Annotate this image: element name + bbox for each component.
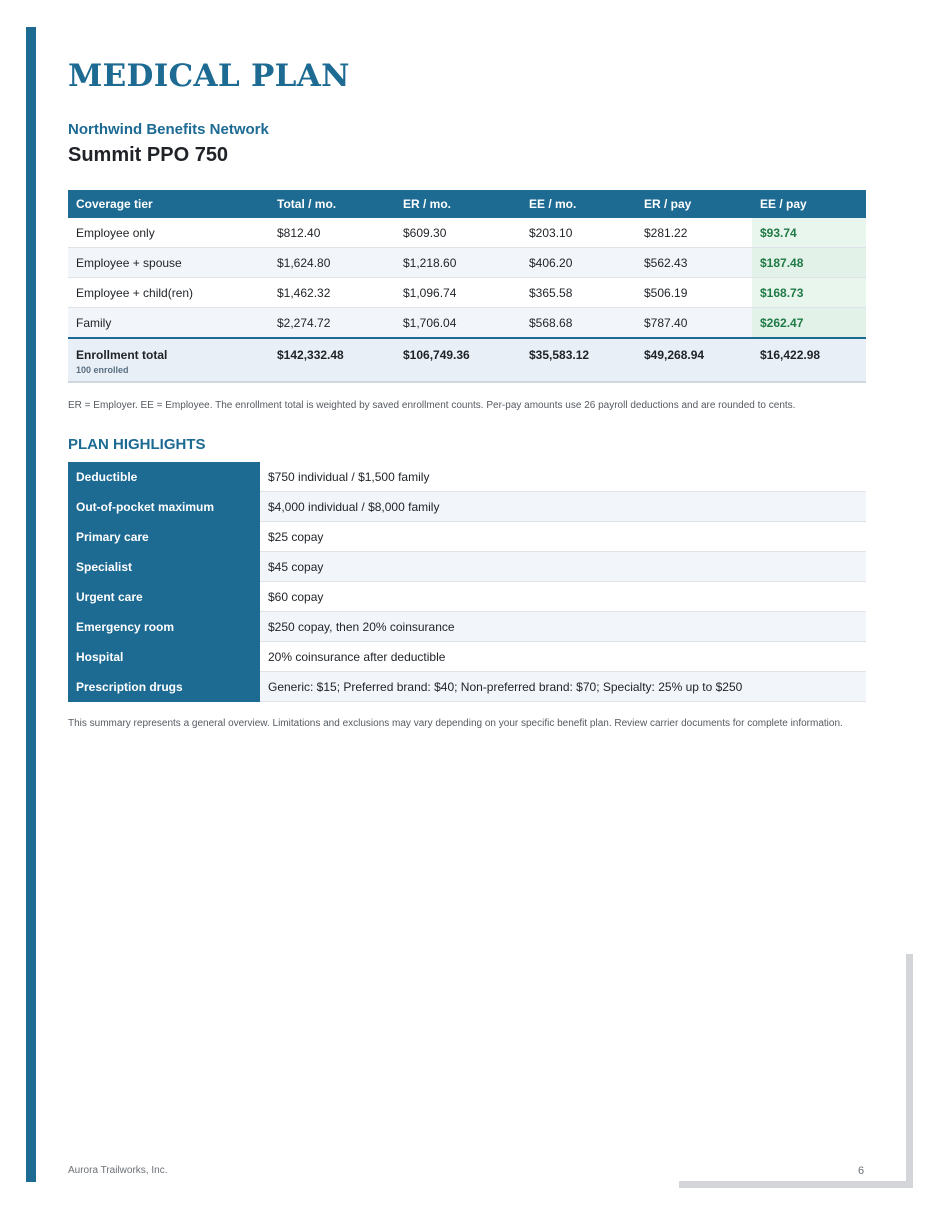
- highlight-label: Prescription drugs: [68, 672, 260, 702]
- coverage-tier-cell: Employee + spouse: [68, 248, 269, 278]
- coverage-tier-cell: Employee + child(ren): [68, 278, 269, 308]
- highlight-label: Specialist: [68, 552, 260, 582]
- page-corner-shadow-horizontal: [679, 1181, 913, 1188]
- er-month-cell: $1,096.74: [395, 278, 521, 308]
- highlight-label: Hospital: [68, 642, 260, 672]
- highlight-label: Urgent care: [68, 582, 260, 612]
- enrollment-total-row: [68, 338, 866, 382]
- highlight-label: Out-of-pocket maximum: [68, 492, 260, 522]
- page-title: MEDICAL PLAN: [68, 58, 350, 94]
- coverage-tier-cell: Family: [68, 308, 269, 339]
- ee-pay-cell: $93.74: [752, 218, 866, 248]
- er-pay-cell: $562.43: [636, 248, 752, 278]
- header-coverage-tier: Coverage tier: [68, 190, 269, 218]
- footer-company: Aurora Trailworks, Inc.: [68, 1165, 168, 1176]
- highlight-row: [68, 462, 866, 492]
- er-pay-sum: $49,268.94: [636, 338, 752, 382]
- ee-month-cell: $365.58: [521, 278, 636, 308]
- enrolled-count: 100 enrolled: [76, 365, 129, 375]
- highlight-row: [68, 672, 866, 702]
- total-month-cell: $2,274.72: [269, 308, 395, 339]
- highlight-value: $4,000 individual / $8,000 family: [260, 492, 866, 522]
- network-name: Northwind Benefits Network: [68, 121, 269, 138]
- highlight-value: $250 copay, then 20% coinsurance: [260, 612, 866, 642]
- page-number: 6: [858, 1165, 865, 1177]
- er-pay-cell: $787.40: [636, 308, 752, 339]
- er-month-cell: $609.30: [395, 218, 521, 248]
- table-row: [68, 248, 866, 278]
- highlight-label: Deductible: [68, 462, 260, 492]
- table-row: [68, 308, 866, 339]
- highlight-label: Primary care: [68, 522, 260, 552]
- er-pay-cell: $281.22: [636, 218, 752, 248]
- ee-pay-cell: $187.48: [752, 248, 866, 278]
- header-ee-pay: EE / pay: [752, 190, 866, 218]
- highlight-value: 20% coinsurance after deductible: [260, 642, 866, 672]
- total-month-sum: $142,332.48: [269, 338, 395, 382]
- left-accent-bar: [26, 27, 36, 1182]
- highlight-row: [68, 492, 866, 522]
- header-ee-month: EE / mo.: [521, 190, 636, 218]
- header-total-month: Total / mo.: [269, 190, 395, 218]
- cost-table: [68, 190, 866, 383]
- header-er-month: ER / mo.: [395, 190, 521, 218]
- table-row: [68, 278, 866, 308]
- highlight-row: [68, 642, 866, 672]
- ee-month-cell: $203.10: [521, 218, 636, 248]
- er-month-cell: $1,706.04: [395, 308, 521, 339]
- plan-name: Summit PPO 750: [68, 144, 229, 166]
- highlight-value: $45 copay: [260, 552, 866, 582]
- cost-table-header: [68, 190, 866, 218]
- total-month-cell: $1,462.32: [269, 278, 395, 308]
- highlight-label: Emergency room: [68, 612, 260, 642]
- ee-pay-sum: $16,422.98: [752, 338, 866, 382]
- highlight-value: $25 copay: [260, 522, 866, 552]
- section-title-highlights: PLAN HIGHLIGHTS: [68, 436, 206, 453]
- er-month-sum: $106,749.36: [395, 338, 521, 382]
- ee-pay-cell: $262.47: [752, 308, 866, 339]
- header-er-pay: ER / pay: [636, 190, 752, 218]
- highlight-value: $60 copay: [260, 582, 866, 612]
- er-month-cell: $1,218.60: [395, 248, 521, 278]
- highlight-row: [68, 552, 866, 582]
- table-row: [68, 218, 866, 248]
- highlights-table: [68, 462, 866, 702]
- highlight-row: [68, 582, 866, 612]
- highlight-value: $750 individual / $1,500 family: [260, 462, 866, 492]
- ee-pay-cell: $168.73: [752, 278, 866, 308]
- ee-month-cell: $568.68: [521, 308, 636, 339]
- highlight-value: Generic: $15; Preferred brand: $40; Non-preferred brand: $70; Specialty: 25% up to $250: [260, 672, 866, 702]
- total-month-cell: $1,624.80: [269, 248, 395, 278]
- page-corner-shadow-vertical: [906, 954, 913, 1188]
- ee-month-cell: $406.20: [521, 248, 636, 278]
- disclaimer-text: This summary represents a general overview. Limitations and exclusions may vary depending on your specific benefit plan. Review carrier documents for complete information.: [68, 718, 843, 729]
- enrollment-total-cell: [68, 338, 269, 382]
- highlight-row: [68, 522, 866, 552]
- ee-month-sum: $35,583.12: [521, 338, 636, 382]
- cost-table-note: ER = Employer. EE = Employee. The enrollment total is weighted by saved enrollment counts. Per-pay amounts use 26 payroll deductions and are rounded to cents.: [68, 400, 796, 411]
- enrollment-total-label: Enrollment total: [76, 348, 168, 362]
- highlight-row: [68, 612, 866, 642]
- total-month-cell: $812.40: [269, 218, 395, 248]
- coverage-tier-cell: Employee only: [68, 218, 269, 248]
- er-pay-cell: $506.19: [636, 278, 752, 308]
